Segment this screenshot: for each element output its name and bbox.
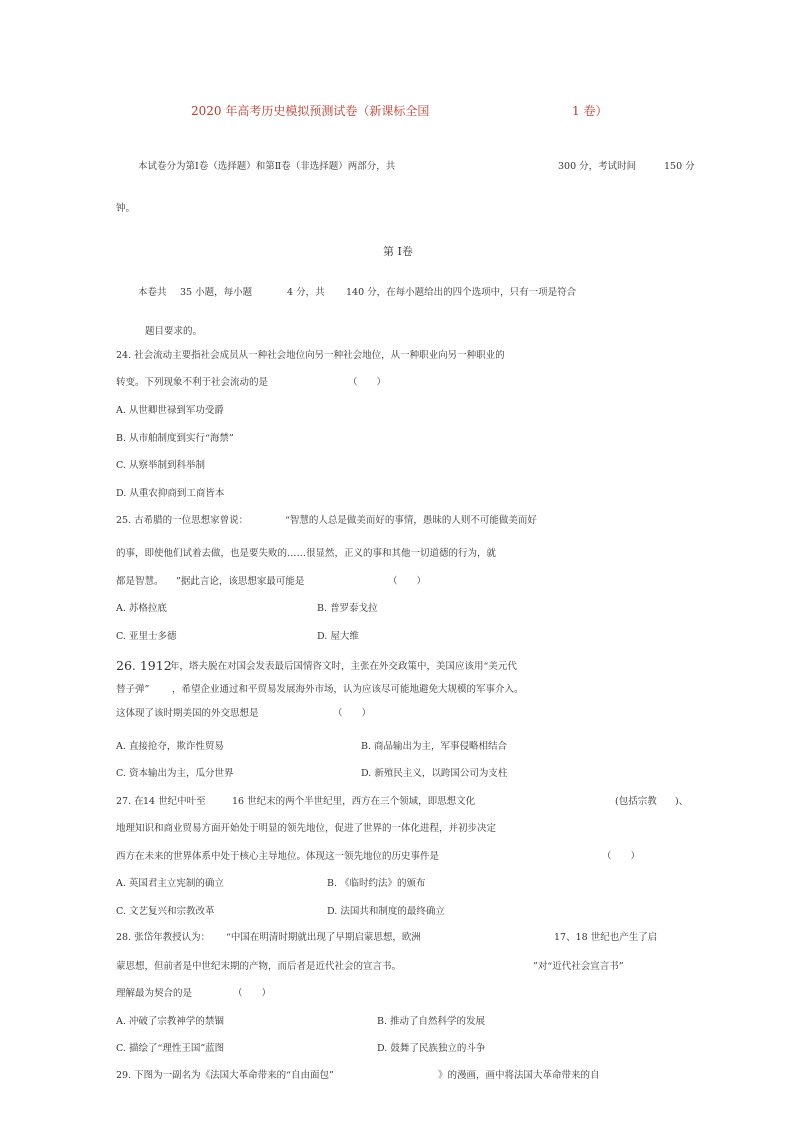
q25-paren: （ ） — [388, 576, 427, 587]
q24-paren: （ ） — [348, 377, 387, 388]
q28-option-b: B. 推动了自然科学的发展 — [377, 1016, 486, 1027]
instruction-a: 本卷共 — [138, 287, 167, 298]
q27-stem-1b: 14 世纪中叶至 — [143, 796, 206, 807]
exam-title: 2020 年高考历史模拟预测试卷（新课标全国 — [191, 104, 430, 118]
q27-stem-1e: )、 — [675, 796, 689, 807]
q24-stem-2: 转变。下列现象不利于社会流动的是 — [116, 377, 269, 388]
instruction-c: 4 分，共 — [287, 287, 325, 298]
q24-option-a: A. 从世卿世禄到军功受爵 — [116, 405, 224, 416]
q24-option-d: D. 从重农抑商到工商皆本 — [116, 488, 225, 499]
q26-paren: （ ） — [333, 708, 372, 719]
q25-option-d: D. 屋大维 — [317, 631, 359, 642]
q28-paren: （ ） — [233, 988, 272, 999]
q26-option-a: A. 直接抢夺，欺诈性贸易 — [116, 741, 224, 752]
intro-end: 钟。 — [116, 203, 136, 214]
q26-stem-2a: 替子弹” — [116, 684, 150, 695]
q25-option-c: C. 亚里士多德 — [116, 631, 177, 642]
q25-stem-3b: ”据此言论，该思想家最可能是 — [176, 576, 305, 587]
q25-option-b: B. 普罗泰戈拉 — [317, 603, 378, 614]
q29-stem-1a: 29. 下图为一副名为《法国大革命带来的“自由面包” — [116, 1070, 334, 1081]
q27-stem-1d: (包括宗教 — [615, 796, 657, 807]
q24-stem-1: 24. 社会流动主要指社会成员从一种社会地位向另一种社会地位，从一种职业向另一种职业的 — [116, 350, 505, 361]
exam-title-suffix: 1 卷） — [572, 104, 608, 118]
q28-option-a: A. 冲破了宗教神学的禁锢 — [116, 1016, 224, 1027]
q24-option-b: B. 从市舶制度到实行“海禁” — [116, 433, 234, 444]
q25-option-a: A. 苏格拉底 — [116, 603, 167, 614]
q27-paren: （ ） — [602, 851, 641, 862]
q26-option-c: C. 资本输出为主，瓜分世界 — [116, 768, 234, 779]
q25-stem-2: 的事，即使他们试着去做，也是要失败的……很显然，正义的事和其他一切道德的行为，就 — [116, 548, 497, 559]
q28-option-d: D. 鼓舞了民族独立的斗争 — [377, 1043, 486, 1054]
q25-stem-1a: 25. 古希腊的一位思想家曾说： — [116, 515, 249, 526]
q28-stem-2a: 蒙思想，但前者是中世纪末期的产物，而后者是近代社会的宣言书。 — [116, 961, 402, 972]
q26-stem-2b: ，希望企业通过和平贸易发展海外市场，认为应该尽可能地避免大规模的军事介入。 — [172, 684, 524, 695]
q27-option-a: A. 英国君主立宪制的确立 — [116, 878, 224, 889]
intro-time: 150 分 — [664, 161, 695, 172]
q26-option-d: D. 新殖民主义，以跨国公司为支柱 — [361, 768, 508, 779]
q27-stem-1c: 16 世纪末的两个半世纪里，西方在三个领域，即思想文化 — [232, 796, 476, 807]
instruction-e: 题目要求的。 — [145, 326, 203, 337]
q29-stem-1b: 》的漫画，画中将法国大革命带来的自 — [438, 1070, 600, 1081]
q27-stem-2: 地理知识和商业贸易方面开始处于明显的领先地位，促进了世界的一体化进程，并初步决定 — [116, 823, 497, 834]
q28-stem-1b: “中国在明清时期就出现了早期启蒙思想，欧洲 — [226, 932, 421, 943]
section-title: 第 Ⅰ卷 — [383, 245, 413, 258]
q28-stem-2b: ”对“近代社会宣言书” — [533, 961, 624, 972]
q27-option-d: D. 法国共和制度的最终确立 — [327, 906, 445, 917]
q27-option-b: B. 《临时约法》的颁布 — [327, 878, 426, 889]
instruction-d: 140 分，在每小题给出的四个选项中，只有一项是符合 — [346, 287, 577, 298]
q28-stem-3: 理解最为契合的是 — [116, 988, 193, 999]
intro-text: 本试卷分为第Ⅰ卷（选择题）和第Ⅱ卷（非选择题）两部分，共 — [138, 161, 396, 172]
q28-option-c: C. 描绘了“理性王国”蓝图 — [116, 1043, 225, 1054]
q27-stem-3: 西方在未来的世界体系中处于核心主导地位。体现这一领先地位的历史事件是 — [116, 851, 440, 862]
q26-number: 26. 1912 — [116, 658, 172, 673]
q27-stem-1a: 27. 在 — [116, 796, 144, 807]
instruction-b: 35 小题，每小题 — [180, 287, 253, 298]
q25-stem-3a: 都是智慧。 — [116, 576, 164, 587]
q26-stem-1: 年，塔夫脱在对国会发表最后国情咨文时，主张在外交政策中，美国应该用“美元代 — [170, 661, 517, 672]
q24-option-c: C. 从察举制到科举制 — [116, 460, 205, 471]
q28-stem-1a: 28. 张岱年教授认为： — [116, 932, 211, 943]
intro-score: 300 分，考试时间 — [558, 161, 637, 172]
q26-option-b: B. 商品输出为主，军事侵略相结合 — [361, 741, 508, 752]
q27-option-c: C. 文艺复兴和宗教改革 — [116, 906, 215, 917]
q25-stem-1b: “智慧的人总是做美而好的事情，愚昧的人则不可能做美而好 — [285, 515, 537, 526]
q26-stem-3: 这体现了该时期美国的外交思想是 — [116, 708, 259, 719]
q28-stem-1c: 17、18 世纪也产生了启 — [554, 932, 658, 943]
